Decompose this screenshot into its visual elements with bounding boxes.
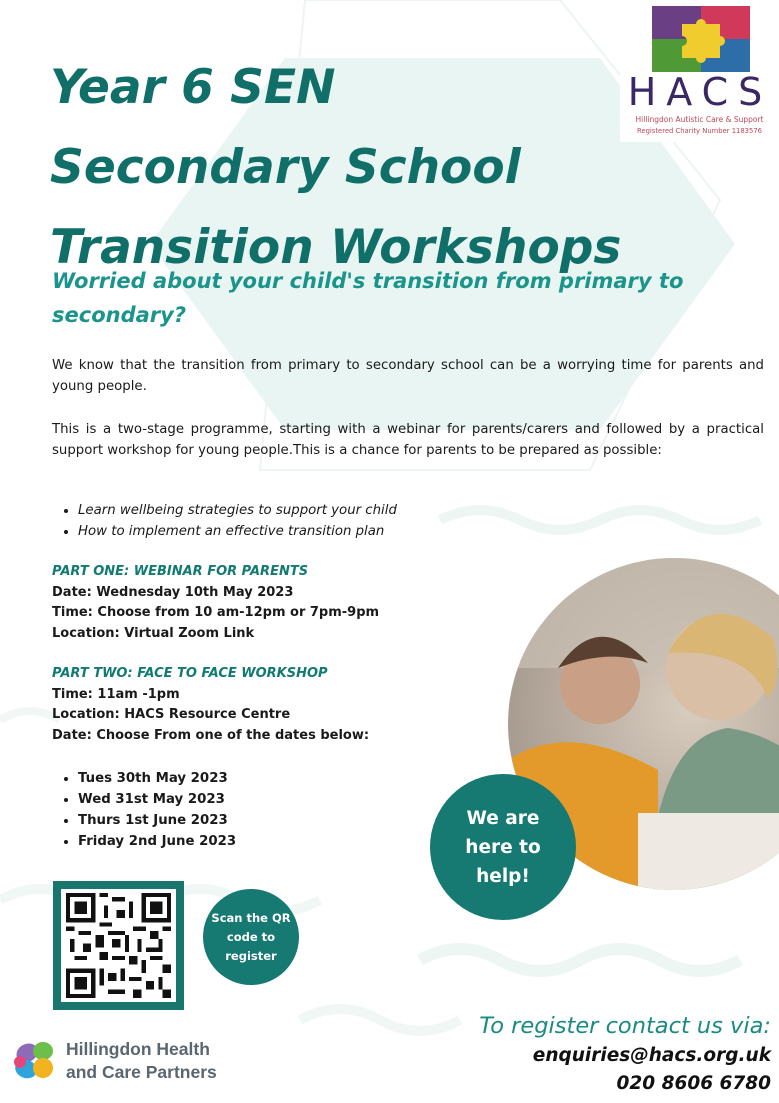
part-two-time: Time: 11am -1pm bbox=[52, 686, 180, 702]
list-item: • Wed 31st May 2023 bbox=[78, 789, 236, 810]
list-item: • Thurs 1st June 2023 bbox=[78, 810, 236, 831]
logo-tagline: Hillingdon Autistic Care & Support bbox=[635, 115, 764, 124]
petal-cluster-icon bbox=[12, 1038, 58, 1084]
part-two-date: Date: Choose From one of the dates below: bbox=[52, 727, 370, 743]
list-item: • Learn wellbeing strategies to support your child bbox=[78, 500, 397, 521]
qr-code-frame[interactable] bbox=[53, 881, 184, 1010]
register-email-link[interactable]: enquiries@hacs.org.uk bbox=[532, 1045, 771, 1066]
register-phone-link[interactable]: 020 8606 6780 bbox=[616, 1073, 771, 1094]
qr-code-icon[interactable] bbox=[61, 889, 176, 1002]
workshop-dates-list bbox=[58, 768, 236, 852]
logo-charity-number: Registered Charity Number 1183576 bbox=[637, 127, 762, 135]
benefits-list bbox=[58, 500, 397, 542]
title-line-3: Transition Workshops bbox=[50, 220, 622, 275]
title-line-2: Secondary School bbox=[50, 140, 521, 195]
partner-line-2: and Care Partners bbox=[66, 1062, 217, 1082]
scan-line-3: register bbox=[225, 948, 277, 963]
intro-paragraph-2: This is a two-stage programme, starting with a webinar for parents/carers and followed by a practical support workshop for young people.This is a chance for parents to be prepared as possible: bbox=[52, 422, 764, 458]
list-item: • Tues 30th May 2023 bbox=[78, 768, 236, 789]
part-one-time: Time: Choose from 10 am-12pm or 7pm-9pm bbox=[52, 605, 380, 620]
intro-paragraph-1: We know that the transition from primary to secondary school can be a worrying time for parents and young people. bbox=[52, 358, 764, 394]
part-two-section bbox=[52, 664, 472, 746]
part-one-date: Date: Wednesday 10th May 2023 bbox=[52, 584, 294, 600]
part-one-section bbox=[52, 562, 472, 644]
scan-qr-badge bbox=[203, 889, 299, 985]
part-two-heading: PART TWO: FACE TO FACE WORKSHOP bbox=[52, 666, 328, 681]
part-one-location: Location: Virtual Zoom Link bbox=[52, 625, 255, 641]
partner-line-1: Hillingdon Health bbox=[66, 1039, 210, 1059]
list-item: • Friday 2nd June 2023 bbox=[78, 831, 236, 852]
logo-wordmark: HACS bbox=[627, 70, 773, 114]
title-line-1: Year 6 SEN bbox=[50, 60, 336, 115]
register-contact bbox=[479, 1010, 771, 1098]
help-line-2: here to bbox=[465, 836, 541, 858]
help-badge bbox=[430, 774, 576, 920]
scan-line-2: code to bbox=[226, 929, 276, 944]
scan-line-1: Scan the QR bbox=[211, 910, 291, 925]
help-line-1: We are bbox=[466, 807, 540, 829]
register-lead: To register contact us via: bbox=[479, 1013, 771, 1039]
help-line-3: help! bbox=[476, 865, 530, 887]
list-item: • How to implement an effective transition plan bbox=[78, 521, 397, 542]
part-two-location: Location: HACS Resource Centre bbox=[52, 707, 291, 722]
subtitle: Worried about your child's transition from primary to secondary? bbox=[52, 269, 684, 327]
page-title bbox=[50, 48, 670, 288]
partner-logo bbox=[12, 1038, 217, 1084]
part-one-heading: PART ONE: WEBINAR FOR PARENTS bbox=[52, 564, 309, 579]
